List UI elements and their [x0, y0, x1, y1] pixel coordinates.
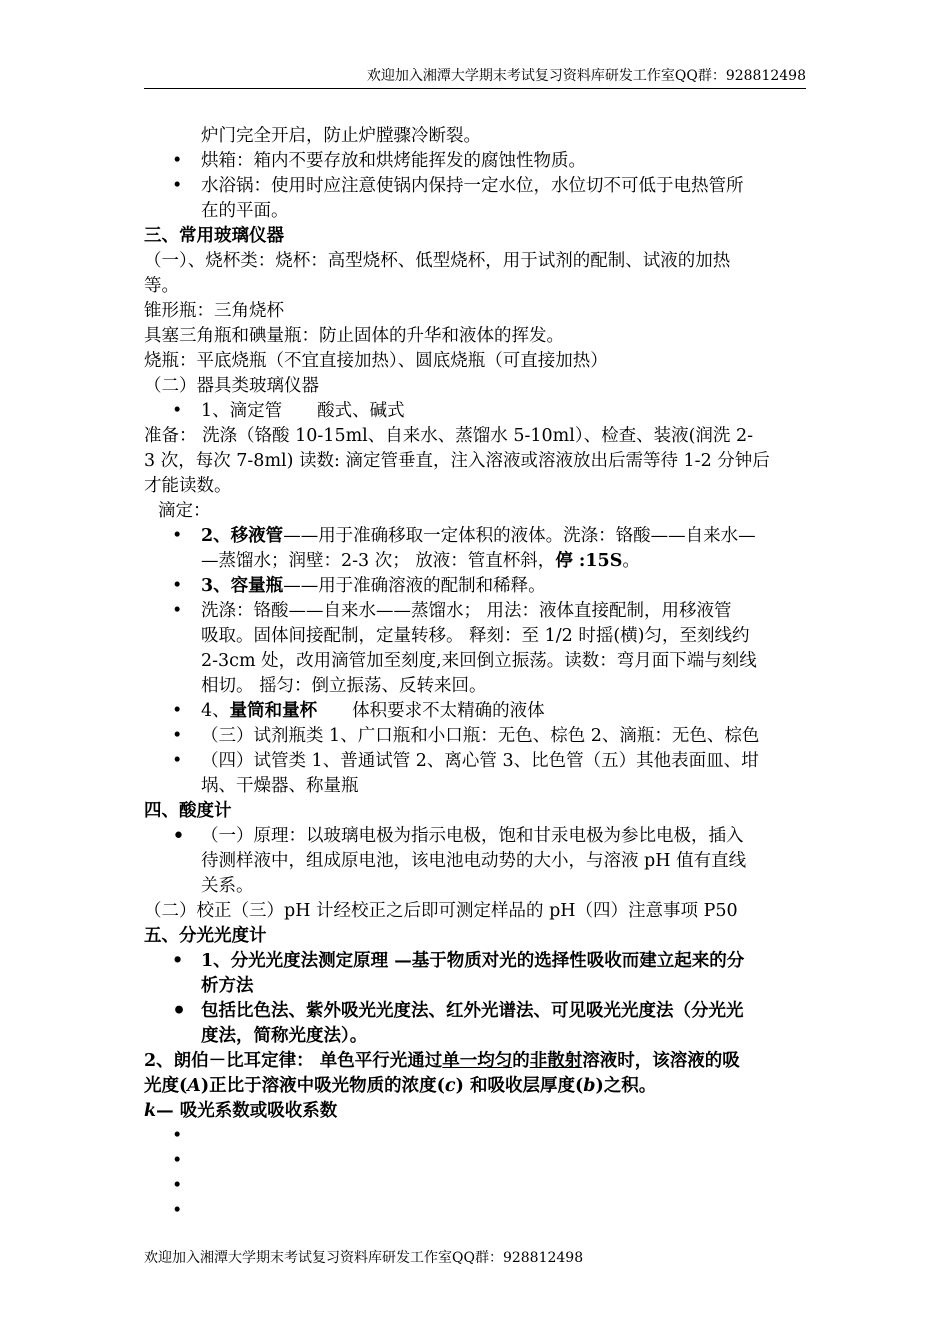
empty-list-item [144, 1199, 806, 1224]
text-line: 吸取。固体间接配制，定量转移。 释刻：至 1/2 时摇(横)匀，至刻线约 [201, 626, 750, 646]
bullet-icon: • [172, 1201, 183, 1221]
bullet-icon: • [172, 951, 184, 971]
text-line: （一）、烧杯类：烧杯：高型烧杯、低型烧杯，用于试剂的配制、试液的加热 [144, 251, 731, 271]
list-item [144, 949, 806, 974]
bullet-icon: • [172, 526, 183, 546]
symbol-b: b [583, 1076, 596, 1096]
list-item-text: （三）试剂瓶类 1、广口瓶和小口瓶：无色、棕色 2、滴瓶：无色、棕色 [201, 726, 760, 746]
text-line: 滴定： [158, 501, 211, 521]
list-item-text: （四）试管类 1、普通试管 2、离心管 3、比色管（五）其他表面皿、坩 [201, 751, 759, 771]
text-line: 关系。 [201, 876, 254, 896]
list-item [144, 749, 806, 774]
list-item-text: 水浴锅：使用时应注意使锅内保持一定水位，水位切不可低于电热管所 [201, 176, 744, 196]
text-line: 准备： 洗涤（铬酸 10-15ml、自来水、蒸馏水 5-10ml）、检查、装液(润洗 2- [144, 426, 754, 446]
list-item [144, 524, 806, 549]
list-item [144, 824, 806, 849]
bullet-icon: • [172, 176, 183, 196]
bullet-icon: • [172, 1151, 183, 1171]
text-span: 溶液时，该溶液的吸 [582, 1051, 740, 1071]
term-label: 3、容量瓶 [201, 576, 284, 596]
text-line: 锥形瓶：三角烧杯 [144, 301, 284, 321]
bullet-icon: • [172, 824, 185, 849]
text-span: )正比于溶液中吸光物质的浓度( [200, 1076, 445, 1096]
bullet-icon: • [172, 151, 183, 171]
page-header: 欢迎加入湘潭大学期末考试复习资料库研发工作室QQ群：928812498 [366, 68, 806, 84]
bullet-icon: • [172, 726, 183, 746]
list-item-text: 体积要求不太精确的液体 [317, 701, 545, 721]
bullet-icon: • [172, 751, 183, 771]
k-definition-line [144, 1099, 806, 1124]
empty-list-item [144, 1149, 806, 1174]
header-rule [144, 88, 806, 89]
list-item [144, 999, 806, 1024]
text-span: —蒸馏水；润壁：2-3 次； 放液：管直杯斜， [201, 551, 556, 571]
text-line: 烧瓶：平底烧瓶（不宜直接加热）、圆底烧瓶（可直接加热） [144, 351, 608, 371]
text-line [144, 549, 806, 574]
text-line: 度法，简称光度法）。 [201, 1026, 368, 1046]
text-line: 待测样液中，组成原电池，该电池电动势的大小，与溶液 pH 值有直线 [201, 851, 747, 871]
bullet-icon: • [172, 998, 187, 1024]
list-item [144, 574, 806, 599]
law-definition-line [144, 1074, 806, 1099]
bullet-icon: • [172, 576, 183, 596]
list-item [144, 599, 806, 624]
section-heading: 五、分光光度计 [144, 926, 267, 946]
underlined-term: 单一均匀 [442, 1051, 513, 1071]
text-line: 埚、干燥器、称量瓶 [201, 776, 359, 796]
underlined-term: 非散射 [529, 1051, 583, 1071]
text-line: 才能读数。 [144, 476, 232, 496]
list-item [144, 724, 806, 749]
law-definition-line [144, 1049, 806, 1074]
text-line: 3 次，每次 7-8ml) 读数: 滴定管垂直，注入溶液或溶液放出后需等待 1-2 分钟后 [144, 451, 770, 471]
page-footer: 欢迎加入湘潭大学期末考试复习资料库研发工作室QQ群：928812498 [144, 1250, 584, 1266]
list-item [144, 149, 806, 174]
text-span: 4、 [201, 701, 230, 721]
text-line: 具塞三角瓶和碘量瓶：防止固体的升华和液体的挥发。 [144, 326, 564, 346]
section-heading: 四、酸度计 [144, 801, 232, 821]
bullet-icon: • [172, 701, 183, 721]
bullet-icon: • [172, 1176, 183, 1196]
text-line: 相切。 摇匀：倒立振荡、反转来回。 [201, 676, 487, 696]
symbol-a: A [187, 1076, 201, 1096]
list-item-text: （一）原理：以玻璃电极为指示电极，饱和甘汞电极为参比电极，插入 [201, 826, 744, 846]
text-line: 2-3cm 处，改用滴管加至刻度,来回倒立振荡。读数：弯月面下端与刻线 [201, 651, 757, 671]
text-span: 。 [622, 551, 640, 571]
term-label: 量筒和量杯 [229, 701, 318, 721]
text-span: 光度( [144, 1076, 188, 1096]
text-span: )之积。 [595, 1076, 657, 1096]
text-span: ) 和吸收层厚度( [455, 1076, 584, 1096]
term-label: 停 :15S [555, 551, 623, 571]
page-content [144, 124, 806, 1224]
bullet-icon: • [172, 601, 183, 621]
list-item-text: 烘箱：箱内不要存放和烘烤能挥发的腐蚀性物质。 [201, 151, 586, 171]
text-span: — 吸光系数或吸收系数 [156, 1101, 338, 1121]
term-label: 2、移液管 [201, 526, 284, 546]
empty-list-item [144, 1124, 806, 1149]
list-item [144, 399, 806, 424]
text-line: 在的平面。 [201, 201, 289, 221]
text-span: 的 [512, 1051, 530, 1071]
text-line: 析方法 [201, 976, 254, 996]
list-item-text: ——用于准确移取一定体积的液体。洗涤：铬酸——自来水— [283, 526, 756, 546]
list-item-text: 1、滴定管 酸式、碱式 [201, 401, 405, 421]
symbol-k: k [144, 1101, 157, 1121]
bullet-icon: • [172, 1126, 183, 1146]
text-line: （二）校正（三）pH 计经校正之后即可测定样品的 pH（四）注意事项 P50 [144, 901, 738, 921]
list-item [144, 699, 806, 724]
bullet-icon: • [172, 401, 183, 421]
text-line: （二）器具类玻璃仪器 [144, 376, 319, 396]
list-item [144, 174, 806, 199]
text-line: 等。 [144, 276, 179, 296]
symbol-c: c [444, 1076, 456, 1096]
text-line: 炉门完全开启，防止炉膛骤冷断裂。 [201, 126, 481, 146]
list-item-text: 包括比色法、紫外吸光光度法、红外光谱法、可见吸光光度法（分光光 [201, 1001, 744, 1021]
list-item-text: 1、分光光度法测定原理 —基于物质对光的选择性吸收而建立起来的分 [201, 951, 745, 971]
section-heading: 三、常用玻璃仪器 [144, 226, 284, 246]
empty-list-item [144, 1174, 806, 1199]
list-item-text: ——用于准确溶液的配制和稀释。 [283, 576, 546, 596]
text-span: 2、朗伯－比耳定律： 单色平行光通过 [144, 1051, 443, 1071]
list-item-text: 洗涤：铬酸——自来水——蒸馏水； 用法：液体直接配制，用移液管 [201, 601, 732, 621]
